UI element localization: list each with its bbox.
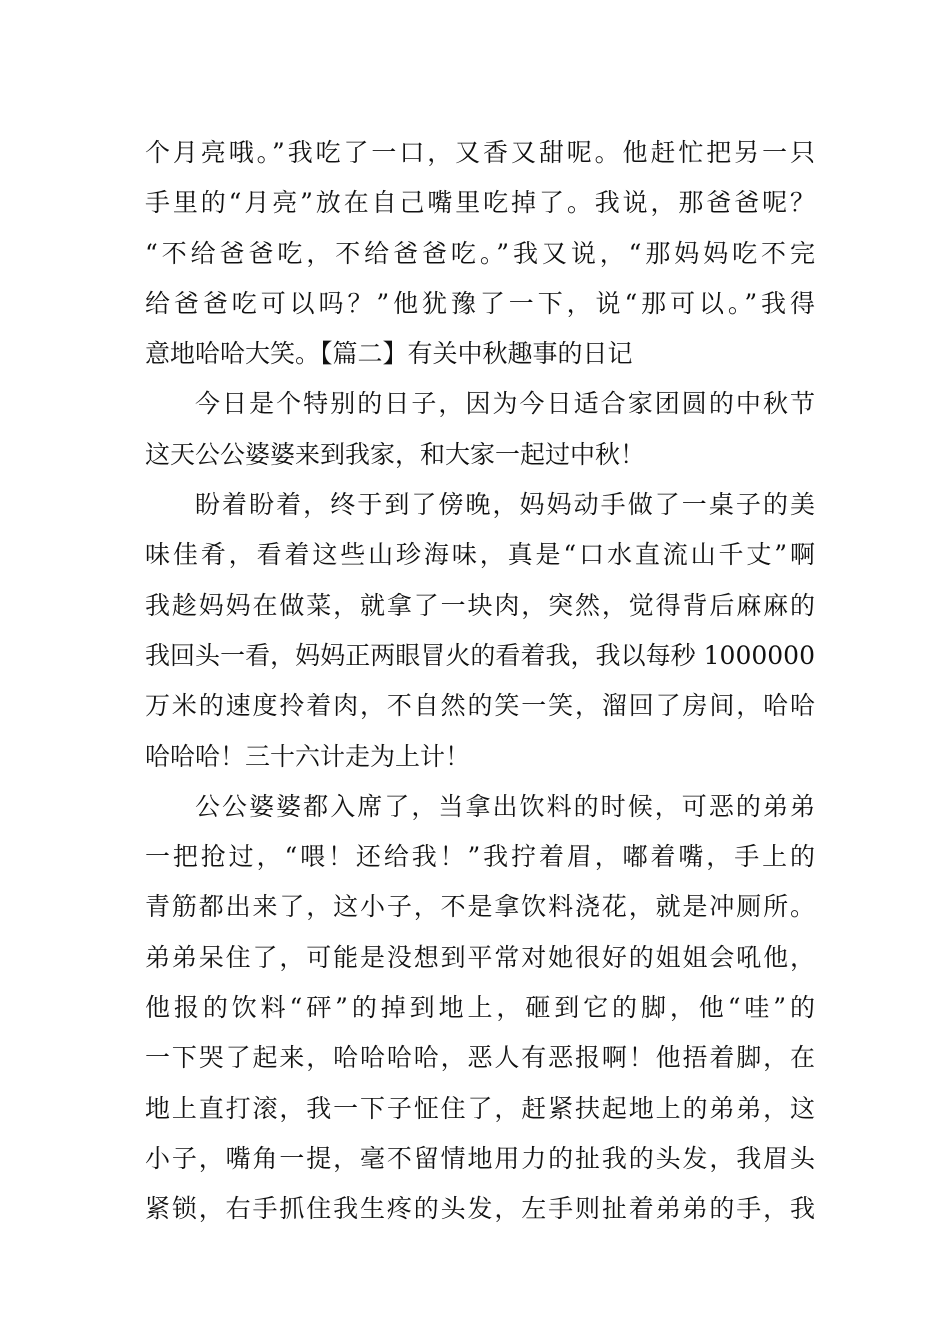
text-line: 给爸爸吃可以吗？”他犹豫了一下，说“那可以。”我得 xyxy=(145,288,815,318)
text-line: 个月亮哦。”我吃了一口，又香又甜呢。他赶忙把另一只 xyxy=(145,138,815,167)
text-line: 哈哈哈！三十六计走为上计！ xyxy=(145,741,471,771)
text-line: 万米的速度拎着肉，不自然的笑一笑，溜回了房间，哈哈 xyxy=(145,691,815,721)
text-line: 紧锁，右手抓住我生疼的头发，左手则扯着弟弟的手，我 xyxy=(145,1194,815,1224)
text-line: 我回头一看，妈妈正两眼冒火的看着我，我以每秒 1000000 xyxy=(145,640,815,670)
text-line: 我趁妈妈在做菜，就拿了一块肉，突然，觉得背后麻麻的 xyxy=(145,590,815,620)
text-line: 他报的饮料“砰”的掉到地上，砸到它的脚，他“哇”的 xyxy=(145,993,815,1023)
section-heading-line: 意地哈哈大笑。【篇二】有关中秋趣事的日记 xyxy=(145,339,633,369)
text-line: 地上直打滚，我一下子怔住了，赶紧扶起地上的弟弟，这 xyxy=(145,1093,815,1123)
text-line: 这天公公婆婆来到我家，和大家一起过中秋！ xyxy=(145,439,646,469)
text-line: 一下哭了起来，哈哈哈哈，恶人有恶报啊！他捂着脚，在 xyxy=(145,1043,815,1073)
text-line: 小子，嘴角一提，毫不留情地用力的扯我的头发，我眉头 xyxy=(145,1143,815,1173)
text-line: 味佳肴，看着这些山珍海味，真是“口水直流山千丈”啊 xyxy=(145,540,815,570)
text-line: 手里的“月亮”放在自己嘴里吃掉了。我说，那爸爸呢？ xyxy=(145,188,815,218)
text-line: 一把抢过，“喂！还给我！”我拧着眉，嘟着嘴，手上的 xyxy=(145,842,815,872)
text-line: 青筋都出来了，这小子，不是拿饮料浇花，就是冲厕所。 xyxy=(145,892,815,922)
paragraph-start-line: 今日是个特别的日子，因为今日适合家团圆的中秋节 xyxy=(195,389,815,419)
text-line: 弟弟呆住了，可能是没想到平常对她很好的姐姐会吼他， xyxy=(145,942,815,972)
paragraph-start-line: 公公婆婆都入席了，当拿出饮料的时候，可恶的弟弟 xyxy=(195,791,815,821)
text-line: “不给爸爸吃，不给爸爸吃。”我又说，“那妈妈吃不完 xyxy=(145,238,815,268)
body-text xyxy=(145,128,815,1235)
paragraph-start-line: 盼着盼着，终于到了傍晚，妈妈动手做了一桌子的美 xyxy=(195,490,815,520)
